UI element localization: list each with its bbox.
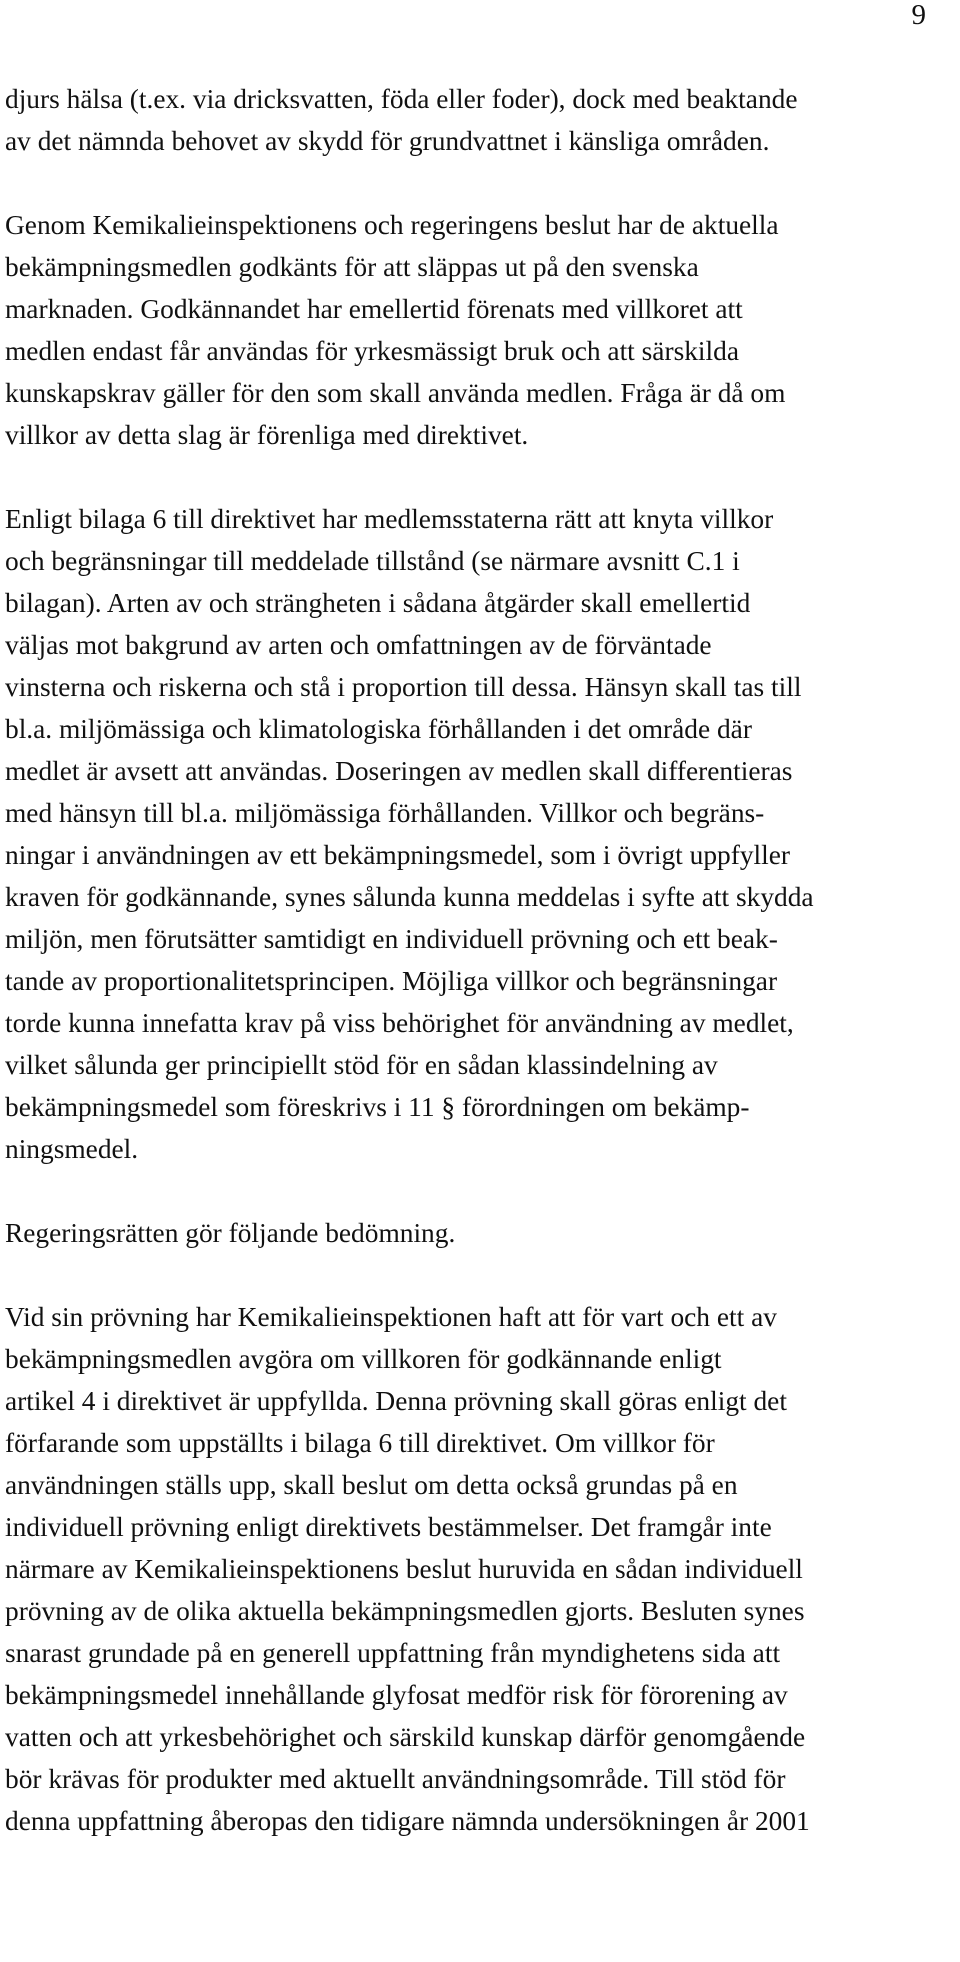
text-line: bekämpningsmedel som föreskrivs i 11 § förordningen om bekämp-: [5, 1092, 750, 1122]
text-line: kraven för godkännande, synes sålunda kunna meddelas i syfte att skydda: [5, 882, 814, 912]
text-line: individuell prövning enligt direktivets bestämmelser. Det framgår inte: [5, 1512, 772, 1542]
paragraph-gap: [5, 456, 960, 498]
text-line: marknaden. Godkännandet har emellertid förenats med villkoret att: [5, 294, 743, 324]
text-line: vatten och att yrkesbehörighet och särskild kunskap därför genomgående: [5, 1722, 806, 1752]
text-line: närmare av Kemikalieinspektionens beslut huruvida en sådan individuell: [5, 1554, 803, 1584]
text-line: villkor av detta slag är förenliga med direktivet.: [5, 420, 529, 450]
text-line: ningar i användningen av ett bekämpningsmedel, som i övrigt uppfyller: [5, 840, 791, 870]
text-line: bilagan). Arten av och strängheten i sådana åtgärder skall emellertid: [5, 588, 751, 618]
text-line: Genom Kemikalieinspektionens och regeringens beslut har de aktuella: [5, 210, 779, 240]
text-line: ningsmedel.: [5, 1134, 139, 1164]
paragraph-gap: [5, 1170, 960, 1212]
text-line: vinsterna och riskerna och stå i proportion till dessa. Hänsyn skall tas till: [5, 672, 802, 702]
text-line: artikel 4 i direktivet är uppfyllda. Denna prövning skall göras enligt det: [5, 1386, 787, 1416]
text-line: denna uppfattning åberopas den tidigare nämnda undersökningen år 2001: [5, 1806, 810, 1836]
text-line: medlen endast får användas för yrkesmässigt bruk och att särskilda: [5, 336, 739, 366]
text-line: bekämpningsmedel innehållande glyfosat medför risk för förorening av: [5, 1680, 788, 1710]
text-line: djurs hälsa (t.ex. via dricksvatten, föda eller foder), dock med beaktande: [5, 84, 798, 114]
text-line: miljön, men förutsätter samtidigt en individuell prövning och ett beak-: [5, 924, 778, 954]
page-number: 9: [911, 0, 926, 31]
text-line: bör krävas för produkter med aktuellt användningsområde. Till stöd för: [5, 1764, 786, 1794]
text-line: prövning av de olika aktuella bekämpningsmedlen gjorts. Besluten synes: [5, 1596, 805, 1626]
text-line: väljas mot bakgrund av arten och omfattningen av de förväntade: [5, 630, 712, 660]
text-line: medlet är avsett att användas. Doseringen av medlen skall differentieras: [5, 756, 793, 786]
text-line: av det nämnda behovet av skydd för grundvattnet i känsliga områden.: [5, 126, 770, 156]
text-line: torde kunna innefatta krav på viss behörighet för användning av medlet,: [5, 1008, 794, 1038]
body-text: [5, 78, 960, 1842]
text-line: Enligt bilaga 6 till direktivet har medlemsstaterna rätt att knyta villkor: [5, 504, 774, 534]
text-line: kunskapskrav gäller för den som skall använda medlen. Fråga är då om: [5, 378, 786, 408]
text-line: bekämpningsmedlen avgöra om villkoren för godkännande enligt: [5, 1344, 722, 1374]
text-line: och begränsningar till meddelade tillstånd (se närmare avsnitt C.1 i: [5, 546, 740, 576]
text-line: snarast grundade på en generell uppfattning från myndighetens sida att: [5, 1638, 781, 1668]
text-line: bl.a. miljömässiga och klimatologiska förhållanden i det område där: [5, 714, 752, 744]
text-line: vilket sålunda ger principiellt stöd för en sådan klassindelning av: [5, 1050, 718, 1080]
text-line: bekämpningsmedlen godkänts för att släppas ut på den svenska: [5, 252, 699, 282]
text-line: användningen ställs upp, skall beslut om detta också grundas på en: [5, 1470, 738, 1500]
paragraph-gap: [5, 162, 960, 204]
text-line: tande av proportionalitetsprincipen. Möjliga villkor och begränsningar: [5, 966, 778, 996]
text-line: Regeringsrätten gör följande bedömning.: [5, 1218, 456, 1248]
text-line: Vid sin prövning har Kemikalieinspektionen haft att för vart och ett av: [5, 1302, 777, 1332]
text-line: med hänsyn till bl.a. miljömässiga förhållanden. Villkor och begräns-: [5, 798, 765, 828]
text-line: förfarande som uppställts i bilaga 6 till direktivet. Om villkor för: [5, 1428, 715, 1458]
paragraph-gap: [5, 1254, 960, 1296]
